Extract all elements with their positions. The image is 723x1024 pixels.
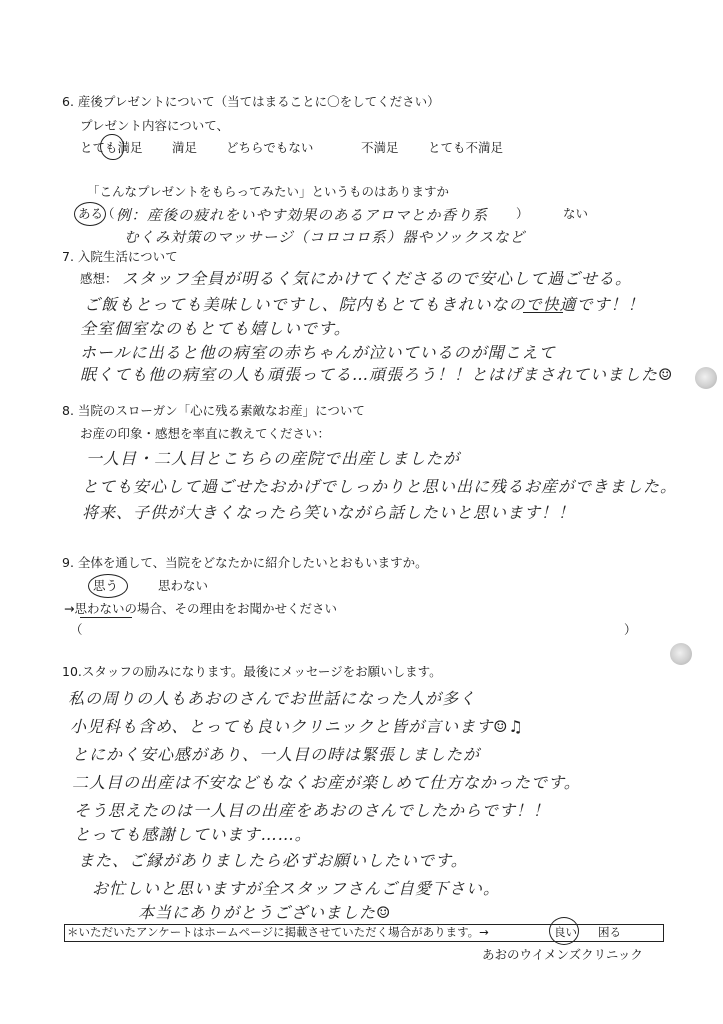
q8-handwriting-1: 一人目・二人目とこちらの産院で出産しましたが xyxy=(86,449,461,468)
q10-handwriting-1: 私の周りの人もあおのさんでお世話になった人が多く xyxy=(68,689,477,708)
q6-option-dissatisfied[interactable]: 不満足 xyxy=(361,140,399,155)
q6-aru[interactable]: ある xyxy=(78,206,104,221)
q10-handwriting-5: そう思えたのは一人目の出産をあおのさんでしたからです！！ xyxy=(74,801,550,820)
clinic-name: あおのウイメンズクリニック xyxy=(482,947,643,962)
q7-title: 7. 入院生活について xyxy=(62,249,178,264)
q7-handwriting-3: 全室個室なのもとても嬉しいです。 xyxy=(80,319,351,338)
q6-selection-circle xyxy=(100,134,124,160)
punch-hole-top xyxy=(695,367,717,389)
q7-handwriting-5: 眠くても他の病室の人も頑張ってる…頑張ろう！！とはげまされていました☺ xyxy=(80,365,674,384)
q9-reason-paren-open: （ xyxy=(70,622,83,637)
q9-title: 9. 全体を通して、当院をどなたかに紹介したいとおもいますか。 xyxy=(62,555,428,570)
q7-underline-kaiteki xyxy=(523,312,563,313)
q7-handwriting-4: ホールに出ると他の病室の赤ちゃんが泣いているのが聞こえて xyxy=(80,343,556,362)
q10-handwriting-6: とっても感謝しています……。 xyxy=(74,825,312,844)
q10-title: 10.スタッフの励みになります。最後にメッセージをお願いします。 xyxy=(62,664,442,679)
q9-reason-paren-close: ） xyxy=(624,622,637,637)
q8-handwriting-2: とても安心して過ごせたおかげでしっかりと思い出に残るお産ができました。 xyxy=(82,477,678,496)
q10-handwriting-2: 小児科も含め、とっても良いクリニックと皆が言います☺♫ xyxy=(70,717,524,736)
q6-option-very-satisfied[interactable]: とても満足 xyxy=(80,140,143,155)
q8-handwriting-3: 将来、子供が大きくなったら笑いながら話したいと思います！！ xyxy=(82,503,576,522)
q8-subtitle: お産の印象・感想を率直に教えてください： xyxy=(80,426,331,441)
q6-option-neutral[interactable]: どちらでもない xyxy=(226,140,314,155)
footer-option-komaru[interactable]: 困る xyxy=(598,925,621,939)
q9-reason-prompt: →思わないの場合、その理由をお聞かせください xyxy=(64,601,337,616)
q6-option-satisfied[interactable]: 満足 xyxy=(172,140,198,155)
q6-subtitle: プレゼント内容について、 xyxy=(80,118,230,133)
q6-title: 6. 産後プレゼントについて（当てはまることに〇をしてください） xyxy=(62,94,440,109)
q6-wish-handwriting-1: 例：産後の疲れをいやす効果のあるアロマとか香り系 xyxy=(116,208,488,224)
q9-option-omou[interactable]: 思う xyxy=(93,578,119,593)
footer-yoi-circle xyxy=(549,917,579,945)
q9-reason-underline xyxy=(80,617,132,618)
footer-option-yoi[interactable]: 良い xyxy=(554,925,577,939)
q6-paren-open: （ xyxy=(102,206,115,221)
q9-omou-circle xyxy=(88,574,128,598)
q6-wish-handwriting-2: むくみ対策のマッサージ（コロコロ系）器やソックスなど xyxy=(124,230,526,246)
q10-handwriting-8: お忙しいと思いますが全スタッフさんご自愛下さい。 xyxy=(92,879,501,898)
q10-handwriting-4: 二人目の出産は不安などもなくお産が楽しめて仕方なかったです。 xyxy=(72,773,581,792)
q6-option-very-dissatisfied[interactable]: とても不満足 xyxy=(428,140,504,155)
q6-wish-question: 「こんなプレゼントをもらってみたい」というものはありますか xyxy=(87,184,450,199)
q7-handwriting-1: スタッフ全員が明るく気にかけてくださるので安心して過ごせる。 xyxy=(122,269,633,288)
q6-nai[interactable]: ない xyxy=(563,206,589,221)
q7-label: 感想： xyxy=(80,271,118,286)
q9-option-omowanai[interactable]: 思わない xyxy=(158,578,209,593)
q8-title: 8. 当院のスローガン「心に残る素敵なお産」について xyxy=(62,403,365,418)
q10-handwriting-3: とにかく安心感があり、一人目の時は緊張しましたが xyxy=(72,745,481,764)
q6-paren-close: ） xyxy=(516,206,529,221)
punch-hole-bottom xyxy=(670,643,692,665)
q10-handwriting-7: また、ご縁がありましたら必ずお願いしたいです。 xyxy=(78,851,468,870)
footer-notice: ＊いただいたアンケートはホームページに掲載させていただく場合があります。→ xyxy=(67,925,489,939)
q7-handwriting-2: ご飯もとっても美味しいですし、院内もとてもきれいなので快適です！！ xyxy=(84,295,645,314)
q10-handwriting-9: 本当にありがとうございました☺ xyxy=(138,903,392,922)
